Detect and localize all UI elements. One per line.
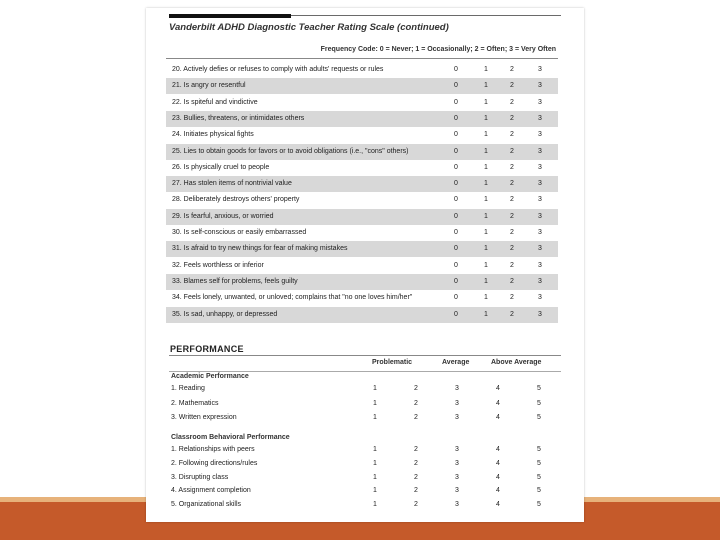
table-row [171, 400, 563, 414]
table-row [166, 78, 558, 94]
rating-option[interactable]: 4 [496, 487, 500, 495]
rating-option[interactable]: 2 [414, 446, 418, 453]
rating-option[interactable]: 0 [454, 163, 458, 171]
rating-option[interactable]: 0 [454, 180, 458, 188]
rating-option[interactable]: 0 [454, 229, 458, 236]
table-row [166, 258, 558, 274]
rating-option[interactable]: 3 [538, 294, 542, 302]
rating-option[interactable]: 3 [538, 82, 542, 90]
rating-option[interactable]: 5 [537, 414, 541, 421]
rating-option[interactable]: 1 [373, 446, 377, 453]
rating-option[interactable]: 2 [414, 385, 418, 392]
divider [166, 58, 558, 59]
rating-option[interactable]: 2 [414, 414, 418, 421]
rating-option[interactable]: 0 [454, 294, 458, 302]
performance-label: 2. Following directions/rules [171, 459, 258, 467]
table-row [166, 95, 558, 111]
document-page [146, 8, 584, 522]
rating-option[interactable]: 1 [484, 261, 488, 269]
rating-option[interactable]: 2 [510, 131, 514, 139]
rating-option[interactable]: 2 [414, 399, 418, 407]
item-label: 32. Feels worthless or inferior [172, 261, 264, 269]
rating-option[interactable]: 1 [484, 98, 488, 106]
rating-option[interactable]: 2 [510, 147, 514, 155]
table-row [166, 290, 558, 306]
table-row [171, 474, 563, 488]
rating-option[interactable]: 1 [484, 163, 488, 171]
rating-option[interactable]: 3 [455, 473, 459, 481]
rating-option[interactable]: 1 [484, 66, 488, 73]
rating-option[interactable]: 2 [510, 82, 514, 90]
rating-option[interactable]: 3 [455, 501, 459, 509]
table-row [166, 192, 558, 208]
rating-option[interactable]: 5 [537, 459, 541, 467]
table-row [171, 460, 563, 474]
table-row [166, 111, 558, 127]
rating-option[interactable]: 1 [484, 180, 488, 188]
item-label: 26. Is physically cruel to people [172, 163, 270, 171]
rating-option[interactable]: 3 [455, 446, 459, 453]
rating-option[interactable]: 1 [484, 147, 488, 155]
rating-option[interactable]: 1 [484, 82, 488, 90]
rating-option[interactable]: 3 [538, 212, 542, 220]
rating-option[interactable]: 4 [496, 446, 500, 453]
rating-option[interactable]: 4 [496, 501, 500, 509]
rating-option[interactable]: 5 [537, 399, 541, 407]
item-label: 33. Blames self for problems, feels guilty [172, 277, 298, 285]
performance-label: 3. Disrupting class [171, 473, 229, 481]
item-label: 35. Is sad, unhappy, or depressed [172, 310, 278, 318]
rating-option[interactable]: 5 [537, 501, 541, 509]
rating-option[interactable]: 3 [538, 261, 542, 269]
rating-option[interactable]: 2 [510, 229, 514, 236]
rating-option[interactable]: 3 [538, 98, 542, 106]
item-label: 25. Lies to obtain goods for favors or to avoid obligations (i.e., "cons" others) [172, 147, 409, 155]
rating-option[interactable]: 2 [510, 294, 514, 302]
divider [169, 355, 561, 356]
item-label: 24. Initiates physical fights [172, 131, 254, 139]
frequency-code: Frequency Code: 0 = Never; 1 = Occasionally; 2 = Often; 3 = Very Often [320, 46, 556, 53]
rating-option[interactable]: 3 [538, 147, 542, 155]
rating-option[interactable]: 1 [484, 277, 488, 285]
column-header-average: Average [442, 359, 470, 366]
table-row [166, 274, 558, 290]
item-label: 29. Is fearful, anxious, or worried [172, 212, 274, 220]
rating-option[interactable]: 1 [484, 229, 488, 236]
rating-option[interactable]: 0 [454, 261, 458, 269]
rating-option[interactable]: 0 [454, 147, 458, 155]
rating-option[interactable]: 3 [538, 163, 542, 171]
rating-option[interactable]: 0 [454, 212, 458, 220]
performance-label: 4. Assignment completion [171, 487, 251, 495]
rating-option[interactable]: 4 [496, 414, 500, 421]
rating-option[interactable]: 1 [484, 294, 488, 302]
divider [169, 371, 561, 372]
rating-option[interactable]: 4 [496, 473, 500, 481]
rating-option[interactable]: 2 [414, 501, 418, 509]
rating-option[interactable]: 0 [454, 131, 458, 139]
rating-option[interactable]: 1 [484, 245, 488, 253]
academic-performance-heading: Academic Performance [171, 373, 249, 380]
rating-option[interactable]: 0 [454, 310, 458, 318]
rating-option[interactable]: 1 [373, 385, 377, 392]
rating-option[interactable]: 5 [537, 446, 541, 453]
rating-option[interactable]: 0 [454, 82, 458, 90]
item-label: 31. Is afraid to try new things for fear of making mistakes [172, 245, 348, 253]
rating-option[interactable]: 0 [454, 114, 458, 122]
item-label: 20. Actively defies or refuses to comply with adults' requests or rules [172, 66, 384, 73]
column-header-problematic: Problematic [372, 359, 413, 366]
rating-option[interactable]: 1 [373, 487, 377, 495]
table-row [166, 209, 558, 225]
rating-option[interactable]: 3 [455, 399, 459, 407]
rating-option[interactable]: 0 [454, 98, 458, 106]
rating-option[interactable]: 4 [496, 399, 500, 407]
rating-option[interactable]: 2 [510, 196, 514, 204]
table-row [166, 144, 558, 160]
performance-label: 3. Written expression [171, 414, 237, 421]
rating-option[interactable]: 2 [510, 114, 514, 122]
table-row [166, 225, 558, 241]
rating-option[interactable]: 2 [510, 212, 514, 220]
rating-option[interactable]: 2 [414, 473, 418, 481]
rating-option[interactable]: 1 [484, 212, 488, 220]
top-rule-accent [169, 14, 291, 18]
performance-title: PERFORMANCE [170, 344, 244, 354]
behavioral-performance-heading: Classroom Behavioral Performance [171, 434, 290, 441]
rating-option[interactable]: 5 [537, 487, 541, 495]
rating-option[interactable]: 1 [373, 501, 377, 509]
rating-option[interactable]: 1 [373, 459, 377, 467]
rating-option[interactable]: 3 [538, 277, 542, 285]
rating-option[interactable]: 2 [510, 180, 514, 188]
rating-option[interactable]: 3 [538, 196, 542, 204]
rating-option[interactable]: 0 [454, 66, 458, 73]
rating-option[interactable]: 3 [538, 131, 542, 139]
table-row [166, 241, 558, 257]
rating-option[interactable]: 1 [484, 114, 488, 122]
table-row [166, 62, 558, 78]
rating-option[interactable]: 3 [455, 487, 459, 495]
rating-option[interactable]: 3 [538, 114, 542, 122]
rating-option[interactable]: 3 [455, 414, 459, 421]
item-label: 34. Feels lonely, unwanted, or unloved; complains that "no one loves him/her" [172, 294, 413, 302]
rating-option[interactable]: 2 [510, 245, 514, 253]
item-label: 21. Is angry or resentful [172, 82, 246, 90]
rating-option[interactable]: 3 [538, 245, 542, 253]
performance-label: 1. Relationships with peers [171, 446, 255, 453]
table-row [171, 487, 563, 501]
rating-option[interactable]: 0 [454, 196, 458, 204]
table-row [166, 176, 558, 192]
item-label: 28. Deliberately destroys others' property [172, 196, 300, 204]
rating-option[interactable]: 2 [414, 459, 418, 467]
document-title: Vanderbilt ADHD Diagnostic Teacher Rating Scale (continued) [169, 22, 449, 33]
item-label: 22. Is spiteful and vindictive [172, 98, 258, 106]
rating-option[interactable]: 3 [455, 385, 459, 392]
performance-label: 5. Organizational skills [171, 501, 242, 509]
rating-option[interactable]: 4 [496, 459, 500, 467]
table-row [171, 501, 563, 515]
rating-option[interactable]: 3 [538, 310, 542, 318]
rating-option[interactable]: 2 [510, 163, 514, 171]
table-row [166, 160, 558, 176]
item-label: 27. Has stolen items of nontrivial value [172, 180, 292, 188]
rating-option[interactable]: 2 [510, 310, 514, 318]
rating-option[interactable]: 1 [484, 310, 488, 318]
rating-option[interactable]: 1 [484, 196, 488, 204]
rating-option[interactable]: 0 [454, 277, 458, 285]
rating-option[interactable]: 2 [510, 277, 514, 285]
item-label: 30. Is self-conscious or easily embarrassed [172, 229, 307, 236]
table-row [171, 385, 563, 399]
rating-option[interactable]: 5 [537, 473, 541, 481]
rating-option[interactable]: 0 [454, 245, 458, 253]
rating-option[interactable]: 4 [496, 385, 500, 392]
rating-option[interactable]: 3 [538, 180, 542, 188]
rating-option[interactable]: 3 [538, 229, 542, 236]
table-row [166, 307, 558, 323]
table-row [166, 127, 558, 143]
rating-option[interactable]: 5 [537, 385, 541, 392]
rating-option[interactable]: 1 [373, 473, 377, 481]
rating-option[interactable]: 2 [414, 487, 418, 495]
column-header-above-average: Above Average [491, 359, 542, 366]
rating-option[interactable]: 2 [510, 261, 514, 269]
item-label: 23. Bullies, threatens, or intimidates others [172, 114, 305, 122]
rating-option[interactable]: 3 [455, 459, 459, 467]
table-row [171, 414, 563, 428]
rating-option[interactable]: 3 [538, 66, 542, 73]
rating-option[interactable]: 1 [484, 131, 488, 139]
table-row [171, 446, 563, 460]
rating-option[interactable]: 2 [510, 66, 514, 73]
performance-label: 1. Reading [171, 385, 205, 392]
rating-option[interactable]: 1 [373, 414, 377, 421]
performance-label: 2. Mathematics [171, 399, 219, 407]
rating-option[interactable]: 1 [373, 399, 377, 407]
rating-option[interactable]: 2 [510, 98, 514, 106]
